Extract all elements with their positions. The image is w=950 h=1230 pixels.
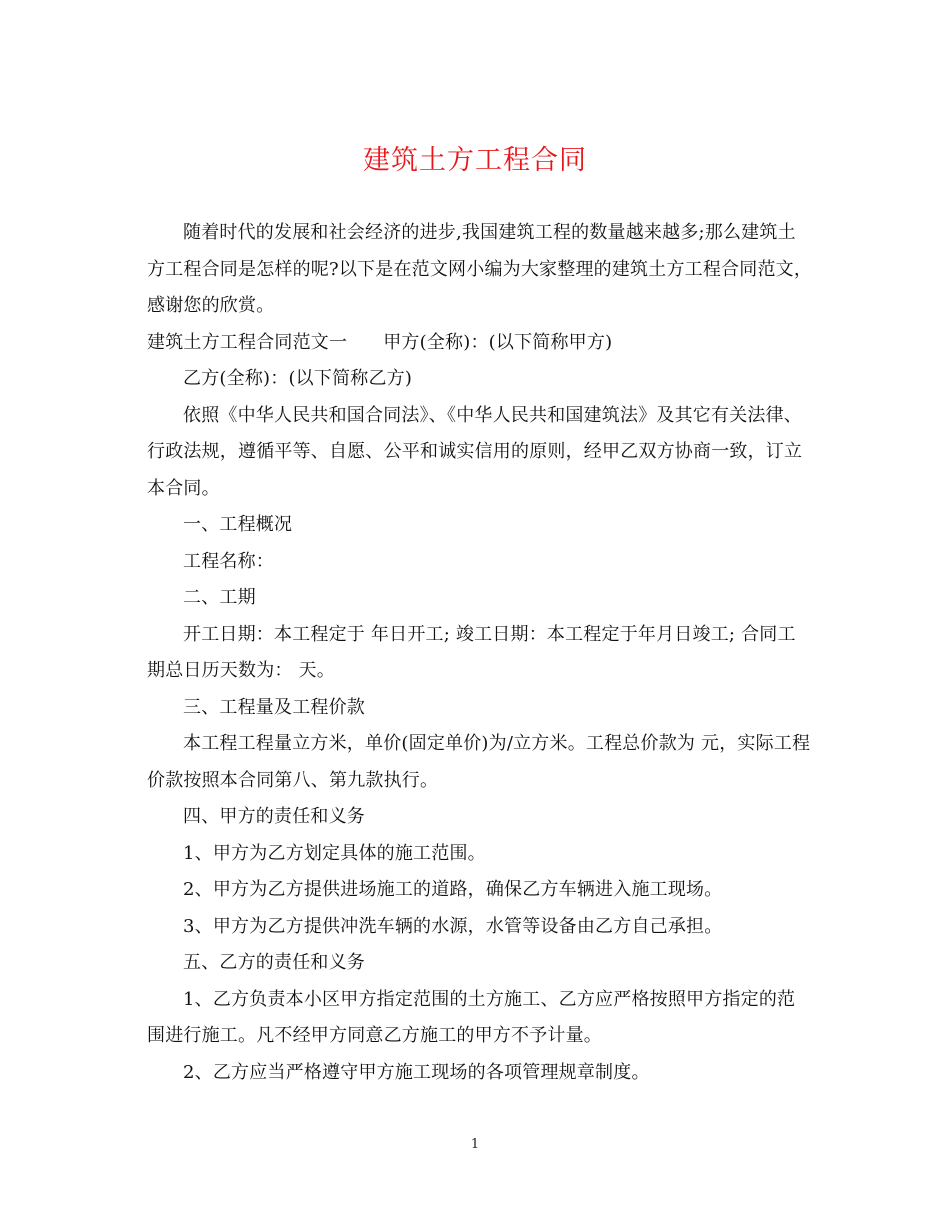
list-item-party-a-3: 3、甲方为乙方提供冲洗车辆的水源，水管等设备由乙方自己承担。 [183,915,723,937]
party-a-line: 甲方(全称)：(以下简称甲方) [383,331,613,353]
document-body [147,215,813,1091]
contract-sample-label: 建筑土方工程合同范文一 [147,331,348,353]
list-item-party-b-1: 1、乙方负责本小区甲方指定范围的土方施工、乙方应严格按照甲方指定的范围进行施工。凡不经甲方同意乙方施工的甲方不予计量。 [147,988,796,1046]
paragraph-contract-heading [147,325,813,362]
list-item-party-a-2: 2、甲方为乙方提供进场施工的道路，确保乙方车辆进入施工现场。 [183,879,723,900]
paragraph-project-name: 工程名称： [183,550,274,572]
list-item-party-a-1: 1、甲方为乙方划定具体的施工范围。 [183,842,486,864]
section-heading-quantity-price: 三、工程量及工程价款 [183,696,365,718]
list-item-party-b-2: 2、乙方应当严格遵守甲方施工现场的各项管理规章制度。 [183,1061,650,1083]
section-heading-overview: 一、工程概况 [183,514,293,535]
paragraph-intro: 随着时代的发展和社会经济的进步,我国建筑工程的数量越来越多;那么建筑土方工程合同是怎样的呢?以下是在范文网小编为大家整理的建筑土方工程合同范文，感谢您的欣赏。 [147,222,813,316]
section-heading-schedule: 二、工期 [183,587,256,608]
paragraph-legal-basis: 依照《中华人民共和国合同法》、《中华人民共和国建筑法》及其它有关法律、行政法规，遵循平等、自愿、公平和诚实信用的原则，经甲乙双方协商一致，订立本合同。 [147,404,803,499]
paragraph-dates: 开工日期：本工程定于 年日开工; 竣工日期：本工程定于年月日竣工; 合同工期总日历天数为： 天。 [147,623,796,681]
paragraph-quantity-price: 本工程工程量立方米，单价(固定单价)为/立方米。工程总价款为 元，实际工程价款按照本合同第八、第九款执行。 [147,733,811,791]
section-heading-party-b-duties: 五、乙方的责任和义务 [183,952,365,973]
page-number: 1 [470,1137,480,1152]
paragraph-party-b: 乙方(全称)：(以下简称乙方) [183,368,413,389]
section-heading-party-a-duties: 四、甲方的责任和义务 [183,806,365,827]
document-title: 建筑土方工程合同 [363,145,587,176]
